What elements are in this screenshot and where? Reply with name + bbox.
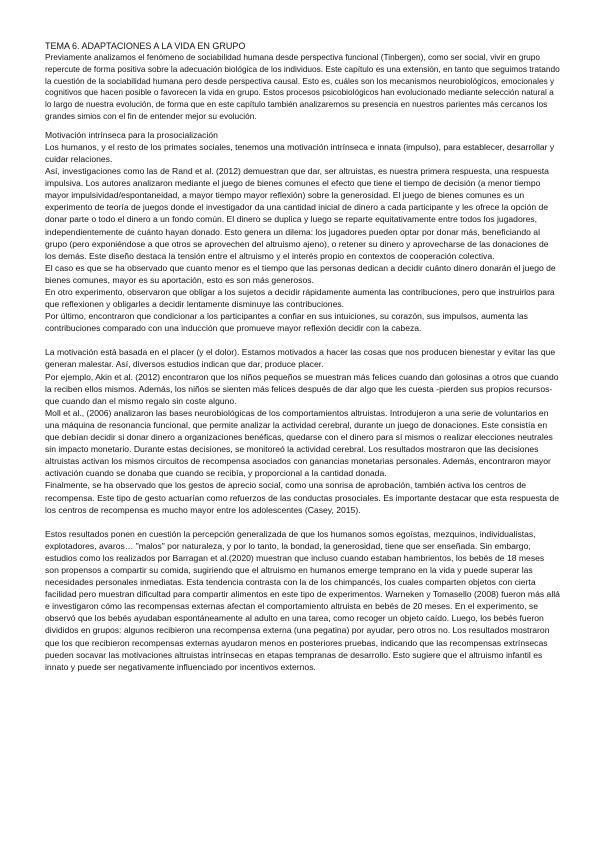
paragraph: Por ejemplo, Akin et al. (2012) encontraron que los niños pequeños se muestran más felices cuando dan golosinas a otros que cuando la reciben ellos mismos. Además, los niños se sienten más felices después de dar algo que les cuesta -pierden sus propios recursos- que cuando dan el mismo regalo sin coste alguno. [45,371,559,406]
intro-paragraph: Previamente analizamos el fenómeno de sociabilidad humana desde perspectiva funcional (Tinbergen), como ser social, vivir en grupo repercute de forma positiva sobre la adecuación biológica de los individuos. Este capítulo es una extensión, en tanto que seguimos tratando la cuestión de la sociabilidad humana pero desde perspectiva causal. Esto es, cuáles son los mecanismos neurobiológicos, emocionales y cognitivos que hacen posible o favorecen la vida en grupo. Estos procesos psicobiológicos han evolucionado mediante selección natural a lo largo de nuestra evolución, de forma que en este capítulo también analizaremos su presencia en nuestros parientes más cercanos los grandes simios con el fin de entender mejor su evolución. [45,52,560,121]
paragraph: Finalmente, se ha observado que los gestos de aprecio social, como una sonrisa de aprobación, también activa los centros de recompensa. Este tipo de gesto actuarían como refuerzos de las conductas prosociales. Es importante destacar que esta respuesta de los centros de recompensa es mucho mayor entre los adolescentes (Casey, 2015). [45,480,560,515]
paragraph: La motivación está basada en el placer (y el dolor). Estamos motivados a hacer las cosas que nos producen bienestar y evitar las que generan malestar. Así, diversos estudios indican que dar, produce placer. [45,347,556,370]
paragraph: Estos resultados ponen en cuestión la percepción generalizada de que los humanos somos egoístas, mezquinos, individualistas, explotadores, avaros… "malos" por naturaleza, y por lo tanto, la bondad, la generosidad, tiene que ser enseñada. Sin embargo, estudios como los realizados por Barragan et al.(2020) muestran que incluso cuando estaban hambrientos, los bebés de 18 meses son propensos a compartir su comida, sugiriendo que el altruismo en humanos emerge temprano en la vida y puede superar las necesidades personales inmediatas. Esta tendencia contrasta con la de los chimpancés, los cuales comparten objetos con cierta facilidad pero muestran dificultad para compartir alimentos en este tipo de experimentos. Warneken y Tomasello (2008) fueron más allá e investigaron cómo las recompensas externas afectan el comportamiento altruista en bebés de 20 meses. En el experimento, se observó que los bebés ayudaban espontáneamente al adulto en una tarea, como recoger un objeto caído. Luego, los bebés fueron divididos en grupos: algunos recibieron una recompensa externa (una pegatina) por ayudar, pero otros no. Los resultados mostraron que los que recibieron recompensas externas ayudaron menos en posteriores pruebas, indicando que las recompensas extrínsecas pueden socavar las motivaciones altruistas intrínsecas en etapas tempranas de desarrollo. Esto sugiere que el altruismo infantil es innato y puede ser negativamente influenciado por incentivos externos. [45,528,560,672]
document-title: TEMA 6. ADAPTACIONES A LA VIDA EN GRUPO [45,41,246,51]
paragraph: Moll et al., (2006) analizaron las bases neurobiológicas de los comportamientos altruistas. Introdujeron a una serie de voluntarios en una máquina de resonancia funcional, que permite analizar la actividad cerebral, durante un juego de donaciones. Este consistía en que debían decidir si donar dinero a organizaciones benéficas, quedarse con el dinero para sí mismos o realizar elecciones neutrales sin impacto monetario. Durante estas decisiones, se monitoreó la actividad cerebral. Los resultados mostraron que las decisiones altruistas activan los mismos circuitos de recompensa asociados con ganancias monetarias personales. Además, encontraron mayor activación cuando se donaba que cuando se recibía, y proporcional a la cantidad donada. [45,407,553,479]
paragraph: Los humanos, y el resto de los primates sociales, tenemos una motivación intrínseca e innata (impulso), para establecer, desarrollar y cuidar relaciones. [45,141,555,164]
paragraph: Así, investigaciones como las de Rand et al. (2012) demuestran que dar, ser altruistas, es nuestra primera respuesta, una respuesta impulsiva. Los autores analizaron mediante el juego de bienes comunes el efecto que tiene el tiempo de decisión (a menor tiempo mayor impulsividad/espontaneidad, a mayor tiempo mayor reflexión) sobre la generosidad. El juego de bienes comunes es un experimento de teoría de juegos donde el investigador da una cantidad inicial de dinero a cada participante y les ofrece la opción de donar parte o todo el dinero a un fondo común. El dinero se duplica y luego se reparte equitativamente entre todos los jugadores, independientemente de cuánto hayan donado. Esto genera un dilema: los jugadores pueden optar por donar más, beneficiando al grupo (pero exponiéndose a que otros se aprovechen del altruismo ajeno), o retener su dinero y aprovecharse de las donaciones de los demás. Este diseño destaca la tensión entre el altruismo y el interés propio en contextos de cooperación colectiva. [45,166,549,261]
document-body [45,40,560,673]
paragraph: El caso es que se ha observado que cuanto menor es el tiempo que las personas dedican a decidir cuánto dinero donarán el juego de bienes comunes, mayor es su aportación, esto es son más generosos. [45,262,556,285]
paragraph: En otro experimento, observaron que obligar a los sujetos a decidir rápidamente aumenta las contribuciones, pero que instruirlos para que reflexionen y obligarles a decidir lentamente disminuye las contribuciones. [45,287,555,310]
section-heading: Motivación intrínseca para la prosocialización [45,129,218,140]
paragraph: Por último, encontraron que condicionar a los participantes a confiar en sus intuiciones, su corazón, sus impulsos, aumenta las contribuciones comparado con una inducción que promueve mayor reflexión decidir con la cabeza. [45,311,528,334]
